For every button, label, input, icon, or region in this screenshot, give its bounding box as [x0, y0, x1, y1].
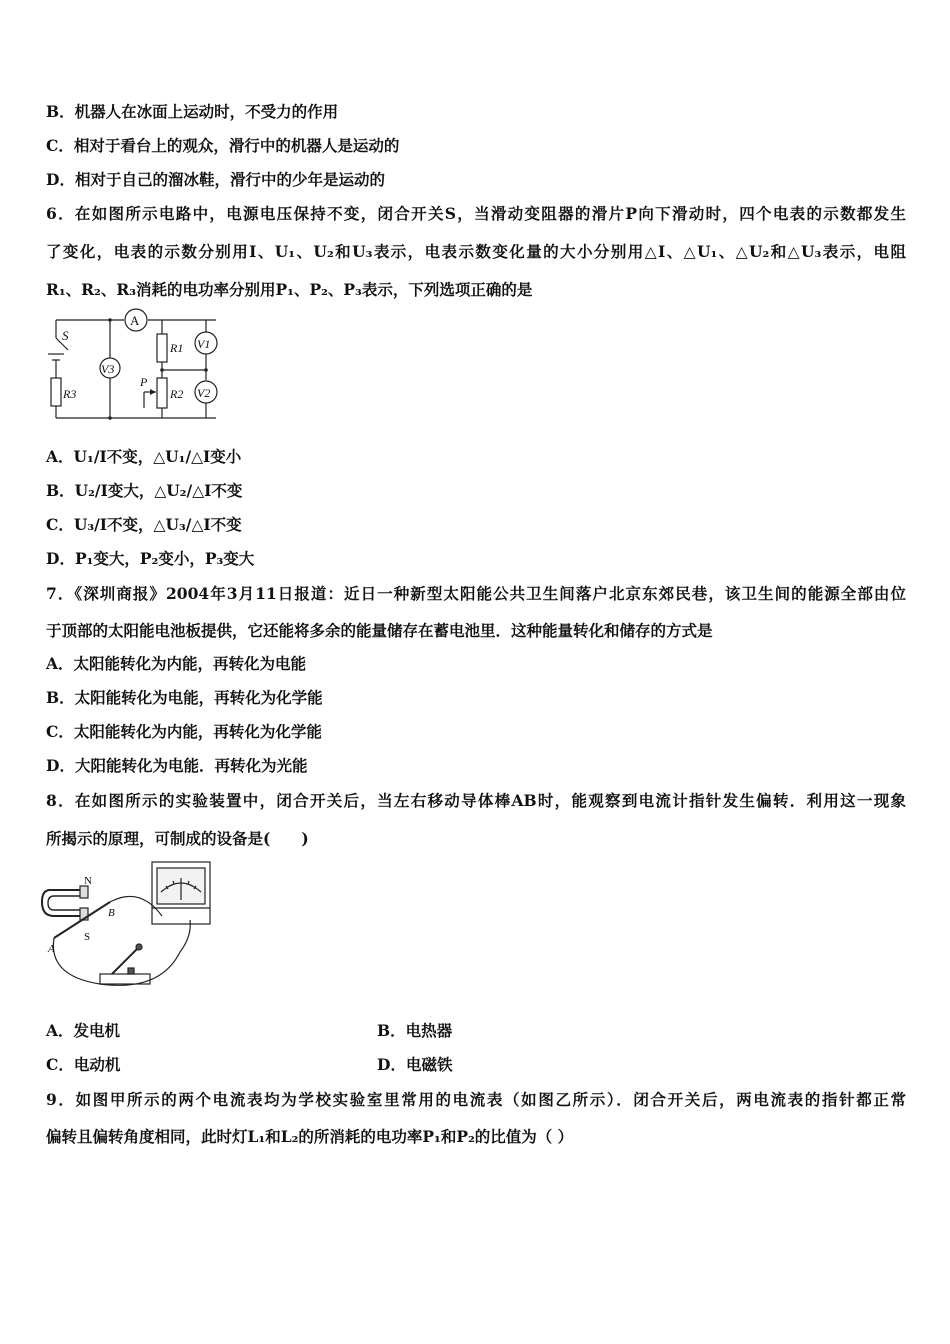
- q7-stem-line-1: 7．《深圳商报》2004年3月11日报道：近日一种新型太阳能公共卫生间落户北京东郊民巷，该卫生间的能源全部由位: [46, 584, 906, 603]
- q5-option-b: B．机器人在冰面上运动时，不受力的作用: [46, 102, 339, 121]
- q9-stem-line-2: 偏转且偏转角度相同，此时灯L₁和L₂的所消耗的电功率P₁和P₂的比值为（ ）: [46, 1127, 574, 1146]
- label-v3: V3: [101, 362, 115, 376]
- label-magnet-n: N: [84, 875, 92, 887]
- q6-stem-line-1: 6．在如图所示电路中，电源电压保持不变，闭合开关S，当滑动变阻器的滑片P向下滑动时，四个电表的示数都发生: [46, 204, 906, 223]
- resistor-r1: [157, 334, 167, 362]
- label-r3: R3: [63, 387, 77, 401]
- label-r1: R1: [170, 341, 184, 355]
- label-v1: V1: [197, 337, 211, 351]
- q8-stem-line-1: 8．在如图所示的实验装置中，闭合开关后，当左右移动导体棒AB时，能观察到电流计指针发生偏转．利用这一现象: [46, 791, 906, 810]
- label-end-b: B: [108, 907, 115, 919]
- q6-option-b: B．U₂/I变大，△U₂/△I不变: [46, 481, 243, 500]
- q7-stem-line-2: 于顶部的太阳能电池板提供，它还能将多余的能量储存在蓄电池里．这种能量转化和储存的方式是: [46, 621, 713, 640]
- label-slider-p: P: [140, 375, 148, 389]
- q8-option-a: A．发电机: [46, 1021, 121, 1040]
- q9-stem-line-1: 9．如图甲所示的两个电流表均为学校实验室里常用的电流表（如图乙所示）．闭合开关后，两电流表的指针都正常: [46, 1090, 906, 1109]
- slider-arrow: [150, 389, 156, 395]
- q6-option-c: C．U₃/I不变，△U₃/△I不变: [46, 515, 242, 534]
- label-r2: R2: [170, 387, 184, 401]
- q5-option-d: D．相对于自己的溜冰鞋，滑行中的少年是运动的: [46, 170, 385, 189]
- label-magnet-s: S: [84, 931, 91, 943]
- q8-option-c: C．电动机: [46, 1055, 121, 1074]
- resistor-r3: [51, 378, 61, 406]
- q6-stem-line-2: 了变化，电表的示数分别用I、U₁、U₂和U₃表示，电表示数变化量的大小分别用△I、△U₁、△U₂和△U₃表示，电阻: [46, 242, 906, 261]
- q7-option-a: A．太阳能转化为内能，再转化为电能: [46, 654, 307, 673]
- q7-option-b: B．太阳能转化为电能，再转化为化学能: [46, 688, 323, 707]
- q6-circuit-diagram: [40, 308, 230, 424]
- q6-option-a: A．U₁/I不变，△U₁/△I变小: [46, 447, 242, 466]
- label-switch-s: S: [62, 328, 69, 343]
- q6-option-d: D．P₁变大，P₂变小，P₃变大: [46, 549, 255, 568]
- q5-option-c: C．相对于看台上的观众，滑行中的机器人是运动的: [46, 136, 400, 155]
- q8-option-d: D．电磁铁: [377, 1055, 453, 1074]
- label-end-a: A: [48, 943, 55, 955]
- label-v2: V2: [197, 386, 211, 400]
- q7-option-c: C．太阳能转化为内能，再转化为化学能: [46, 722, 322, 741]
- q7-option-d: D．大阳能转化为电能．再转化为光能: [46, 756, 308, 775]
- q6-stem-line-3: R₁、R₂、R₃消耗的电功率分别用P₁、P₂、P₃表示，下列选项正确的是: [46, 280, 533, 299]
- q8-stem-line-2: 所揭示的原理，可制成的设备是( ): [46, 829, 309, 848]
- q8-experiment-diagram: [40, 856, 220, 996]
- label-ammeter-a: A: [130, 313, 140, 328]
- q8-option-b: B．电热器: [377, 1021, 453, 1040]
- resistor-r2: [157, 378, 167, 408]
